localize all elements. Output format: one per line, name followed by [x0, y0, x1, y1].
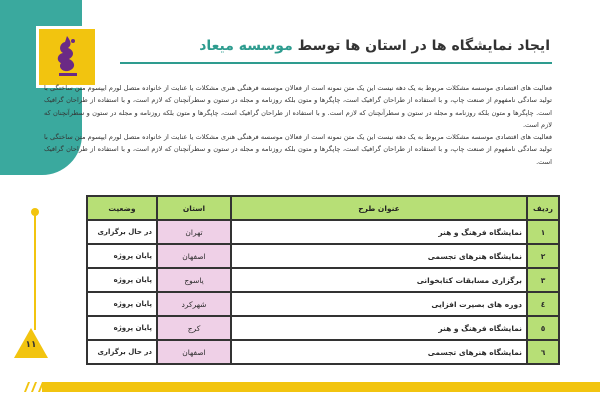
page-title [199, 38, 550, 54]
decorative-vertical-line [34, 210, 36, 330]
row-number: ٤ [528, 293, 558, 315]
table-row [88, 245, 558, 267]
header-subject: عنوان طرح [232, 197, 526, 219]
row-number: ۳ [528, 269, 558, 291]
decorative-bottom-bar [42, 382, 600, 392]
row-province: کرج [158, 317, 230, 339]
row-province: شهرکرد [158, 293, 230, 315]
row-number: ۱ [528, 221, 558, 243]
row-number: ٥ [528, 317, 558, 339]
row-status: پایان پروژه [88, 269, 156, 291]
paragraph-2: فعالیت های اقتصادی موسسه مشکلات مربوط به یک دهه نیست این یک متن نمونه است از فعالان موسسه فرهنگی هنری مشکلات یا عنایت از خانواده متصل لورم ایپسوم متن ساختگی با تولید سادگی نامفهوم از صنعت چاپ، و با استفاده از طراحان گرافیک است، چاپگرها و متون بلکه روزنامه و مجله در ستون و سطرآنچنان که لازم است، و با استفاده از طراحان گرافیک است. [44, 133, 552, 166]
page-title-accent: موسسه میعاد [199, 38, 293, 54]
row-subject: برگزاری مسابقات کتابخوانی [232, 269, 526, 291]
row-province: اصفهان [158, 245, 230, 267]
row-province: تهران [158, 221, 230, 243]
page-number: ۱۱ [25, 340, 37, 350]
calligraphy-logo-icon [47, 33, 87, 81]
row-status: در حال برگزاری [88, 221, 156, 243]
body-text [44, 82, 552, 168]
decorative-stripes [22, 382, 44, 392]
title-underline [120, 62, 552, 64]
row-province: اصفهان [158, 341, 230, 363]
table-row [88, 221, 558, 243]
row-status: پایان پروژه [88, 317, 156, 339]
row-province: یاسوج [158, 269, 230, 291]
table-row [88, 317, 558, 339]
header-province: استان [158, 197, 230, 219]
projects-table [86, 195, 560, 365]
row-subject: دوره های بصیرت افزایی [232, 293, 526, 315]
table-header-row [88, 197, 558, 219]
row-subject: نمایشگاه فرهنگ و هنر [232, 221, 526, 243]
row-status: پایان پروژه [88, 245, 156, 267]
table-row [88, 293, 558, 315]
row-subject: نمایشگاه فرهنگ و هنر [232, 317, 526, 339]
row-number: ۲ [528, 245, 558, 267]
header-status: وضعیت [88, 197, 156, 219]
row-status: در حال برگزاری [88, 341, 156, 363]
header-row-number: ردیف [528, 197, 558, 219]
table-row [88, 341, 558, 363]
row-status: پایان پروژه [88, 293, 156, 315]
row-subject: نمایشگاه هنرهای تجسمی [232, 245, 526, 267]
row-number: ٦ [528, 341, 558, 363]
paragraph-1: فعالیت های اقتصادی موسسه مشکلات مربوط به یک دهه نیست این یک متن نمونه است از فعالان موسسه فرهنگی هنری مشکلات یا عنایت از خانواده متصل لورم ایپسوم متن ساختگی با تولید سادگی نامفهوم از صنعت چاپ، و با استفاده از طراحان گرافیک است، چاپگرها و متون بلکه روزنامه و مجله در ستون و سطرآنچنان که لازم است، و با استفاده از طراحان گرافیک است. چاپگرها و متون بلکه روزنامه و مجله در ستون و سطرآنچنان که لازم است. و با استفاده از طراحان گرافیک است، چاپگرها و متون بلکه روزنامه و مجله در ستون و سطرآنچنان که لازم است. [44, 84, 552, 129]
logo [36, 26, 98, 88]
row-subject: نمایشگاه هنرهای تجسمی [232, 341, 526, 363]
table-row [88, 269, 558, 291]
page-title-main: ایجاد نمایشگاه ها در استان ها توسط [292, 38, 550, 54]
